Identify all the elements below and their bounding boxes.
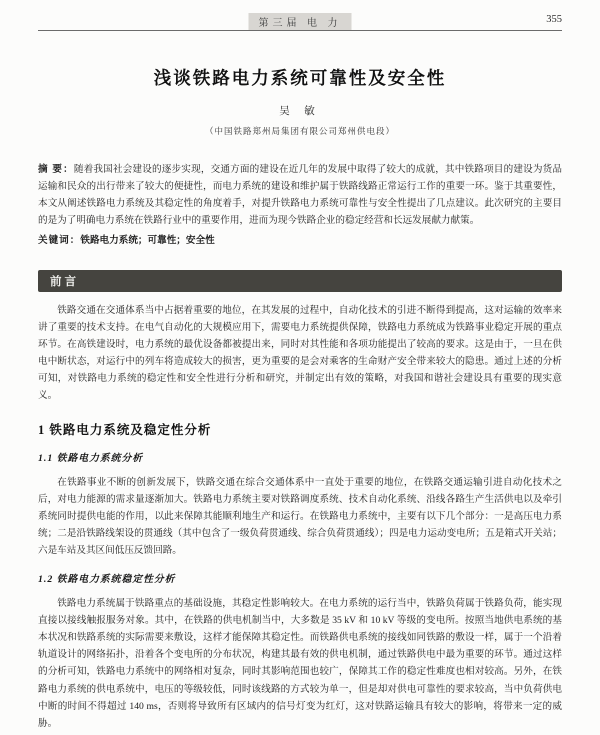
- section1-2-paragraph: 铁路电力系统属于铁路重点的基础设施，其稳定性影响较大。在电力系统的运行当中，铁路负荷属于铁路负荷，能实现直接以接线触报服务对象。其中，在铁路的供电机制当中，大多数是 35 kV 和 10 kV 等级的变电所。按照当地供电系统的基本状况和铁路系统的实际需要来敷设，这样才能保障其稳定性。而铁路供电系统的接线如同铁路的敷设一样，属于一个沿着轨道设计的网络拓扑，沿着各个变电所的分布状况，构建其最有效的供电机制，通过铁路供电中最为重要的环节。通过这样的分析可知，铁路电力系统中的网络相对复杂，同时其影响范围也较广，保障其工作的稳定性难度也相对较高。另外，在铁路电力系统的供电系统中，电压的等级较低，同时该线路的方式较为单一，但是却对供电可靠性的要求较高，当中负荷供电中断的时间不得超过 140 ms，否则将导致所有区域内的信号灯变为红灯，这对铁路运输具有较大的影响，将带来一定的威胁。: [38, 598, 562, 729]
- abstract-label: 摘 要：: [38, 164, 74, 175]
- keywords-block: [38, 233, 562, 249]
- section1-2-heading: 1.2 铁路电力系统稳定性分析: [38, 574, 176, 586]
- page-number: 355: [546, 14, 562, 25]
- intro-section-bar: [38, 270, 562, 292]
- keywords-text: 铁路电力系统；可靠性；安全性: [80, 235, 215, 247]
- intro-paragraph: 铁路交通在交通体系当中占据着重要的地位，在其发展的过程中，自动化技术的引进不断得到提高，这对运输的效率来讲了重要的技术支持。在电气自动化的大规模应用下，需要电力系统提供保障，铁路电力系统成为铁路事业稳定开展的重点环节。在高铁建设时，电力系统的最优设备都被提出来，同时对其性能和各项功能提出了较高的要求。这是由于，一旦在供电中断状态，对运行中的列车将造成较大的损害，更为重要的是会对乘客的生命财产安全带来较大的隐患。通过上述的分析可知，对铁路电力系统的稳定性和安全性进行分析和研究，并制定出有效的策略，对我国和谐社会建设具有重要的现实意义。: [38, 304, 562, 401]
- keywords-label: 关键词：: [38, 235, 81, 247]
- section1-1-paragraph: 在铁路事业不断的创新发展下，铁路交通在综合交通体系中一直处于重要的地位，在铁路交通运输引进自动化技术之后，对电力能源的需求量逐渐加大。铁路电力系统主要对铁路调度系统、技术自动化系统、沿线各路生产生活供电以及牵引系统同时提供电能的作用，以此来保障其能顺利地生产和运行。在铁路电力系统中，主要有以下几个部分：一是高压电力系统；二是沿铁路线架设的贯通线（其中包含了一级负荷贯通线、综合负荷贯通线）；四是电力运动变电所；五是箱式开关站；六是车站及其区间低压反馈回路。: [38, 476, 562, 557]
- section1-heading: 1 铁路电力系统及稳定性分析: [38, 422, 212, 437]
- journal-title: 第三届 电 力: [249, 13, 352, 30]
- author-affiliation: （中国铁路郑州局集团有限公司郑州供电段）: [204, 126, 395, 136]
- abstract-text: 随着我国社会建设的逐步实现，交通方面的建设在近几年的发展中取得了较大的成就，其中铁路项目的建设为货品运输和民众的出行带来了较大的便捷性，而电力系统的建设和维护属于铁路线路正常运行工作的重要一环。鉴于其重要性，本文从阐述铁路电力系统及其稳定性的角度着手，对提升铁路电力系统可靠性与安全性提出了几点建议。此次研究的主要目的是为了明确电力系统在铁路行业中的重要作用，进而为现今铁路企业的稳定经营和长远发展献力献策。: [38, 164, 562, 227]
- running-head: [38, 12, 562, 31]
- section1-1-heading: 1.1 铁路电力系统分析: [38, 452, 144, 464]
- abstract-block: [38, 161, 562, 229]
- author-name: 吴 敏: [279, 106, 321, 117]
- article-title: 浅谈铁路电力系统可靠性及安全性: [153, 68, 447, 88]
- intro-heading: 前言: [50, 275, 79, 288]
